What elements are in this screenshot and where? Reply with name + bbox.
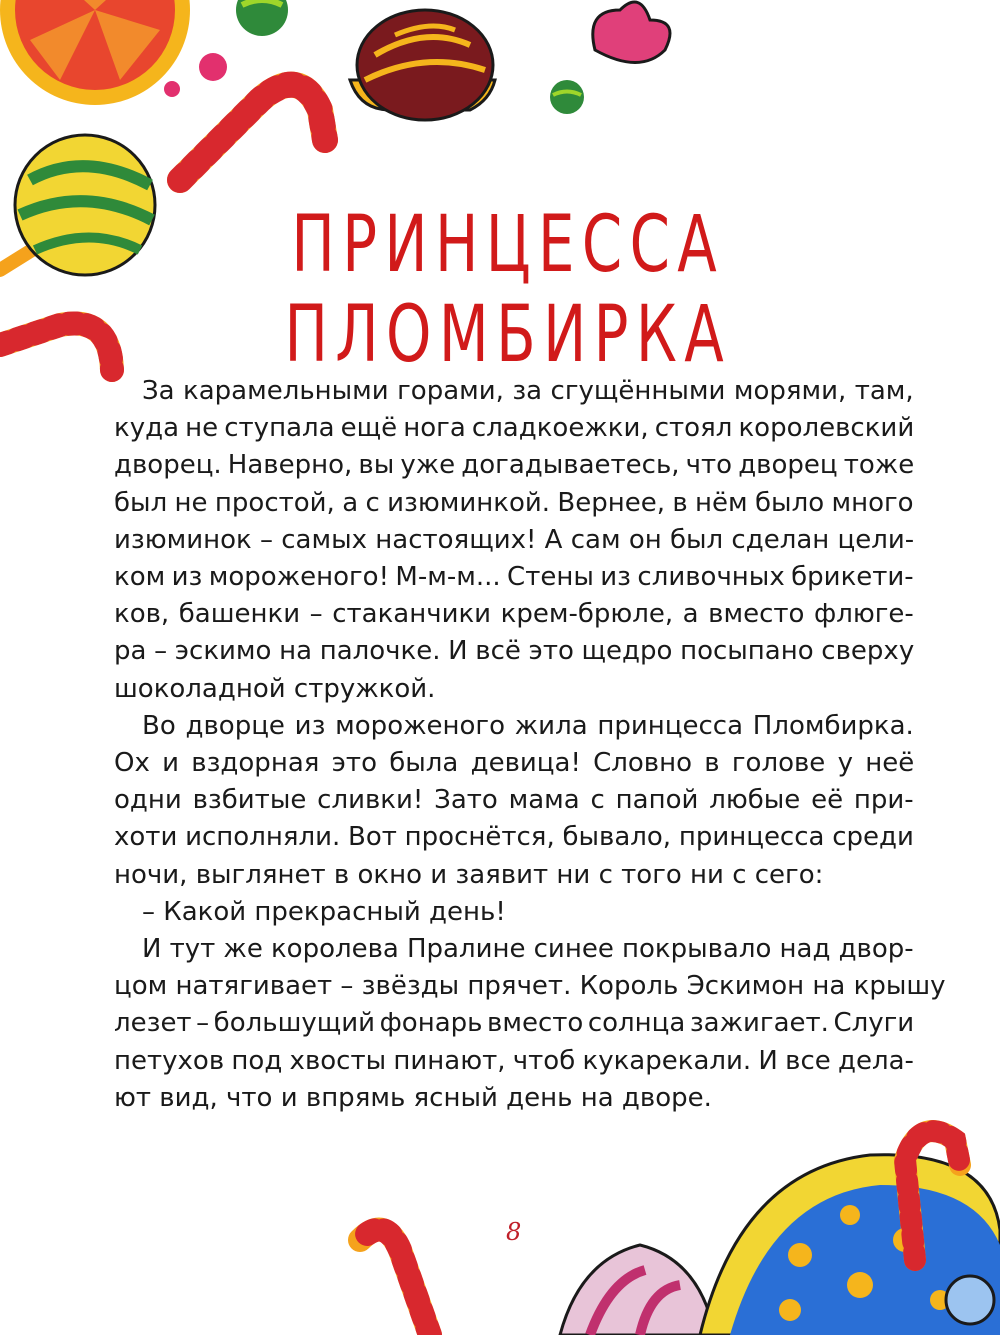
text-line: ночи, выглянет в окно и заявит ни с того ни с сего: xyxy=(114,859,824,890)
text-line: был не простой, а с изюминкой. Вернее, в нём было много xyxy=(114,487,914,518)
text-line: куда не ступала ещё нога сладкоежки, стоял королевский xyxy=(114,413,915,444)
story-text xyxy=(114,373,946,1117)
text-line: Ох и вздорная это была девица! Словно в голове у неё xyxy=(114,748,915,779)
text-line: Во дворце из мороженого жила принцесса Пломбирка. xyxy=(142,710,914,741)
text-line: изюминок – самых настоящих! А сам он был сделан цели- xyxy=(114,524,915,555)
text-line: цом натягивает – звёзды прячет. Король Эскимон на крышу xyxy=(114,971,946,1002)
candy-cane-icon xyxy=(180,85,325,180)
text-line: шоколадной стружкой. xyxy=(114,673,436,704)
text-line: ют вид, что и впрямь ясный день на дворе. xyxy=(114,1082,712,1113)
page-title: ПРИНЦЕССА ПЛОМБИРКА xyxy=(284,200,732,380)
meringue-icon xyxy=(560,1245,715,1335)
gumdrop-icon xyxy=(164,81,180,97)
chocolate-candy-icon xyxy=(700,1155,1000,1335)
gumdrop-icon xyxy=(550,80,584,114)
citrus-candy-icon xyxy=(0,0,190,105)
text-line: дворец. Наверно, вы уже догадываетесь, что дворец тоже xyxy=(114,450,915,481)
gumdrop-icon xyxy=(199,53,227,81)
text-line: – Какой прекрасный день! xyxy=(142,896,506,927)
text-line: хоти исполняли. Вот проснётся, бывало, принцесса среди xyxy=(114,822,914,853)
text-line: За карамельными горами, за сгущёнными морями, там, xyxy=(142,376,914,406)
text-line: ков, башенки – стаканчики крем-брюле, а вместо флюге- xyxy=(114,599,914,630)
text-line: одни взбитые сливки! Зато мама с папой любые её при- xyxy=(114,785,914,816)
text-line: петухов под хвосты пинают, чтоб кукарекали. И все дела- xyxy=(114,1045,914,1076)
text-line: И тут же королева Пралине синее покрывало над двор- xyxy=(142,934,914,965)
chocolate-candy-icon xyxy=(350,10,495,120)
text-line: ра – эскимо на палочке. И всё это щедро посыпано сверху xyxy=(114,636,915,667)
page-number: 8 xyxy=(506,1218,522,1246)
candy-cane-icon xyxy=(0,323,112,370)
text-line: ком из мороженого! М-м-м... Стены из сливочных брикети- xyxy=(114,562,914,593)
gumdrop-icon xyxy=(593,2,670,63)
lollipop-icon xyxy=(0,135,155,275)
candy-cane-icon xyxy=(360,1230,430,1335)
text-line: лезет – большущий фонарь вместо солнца зажигает. Слуги xyxy=(114,1008,915,1039)
